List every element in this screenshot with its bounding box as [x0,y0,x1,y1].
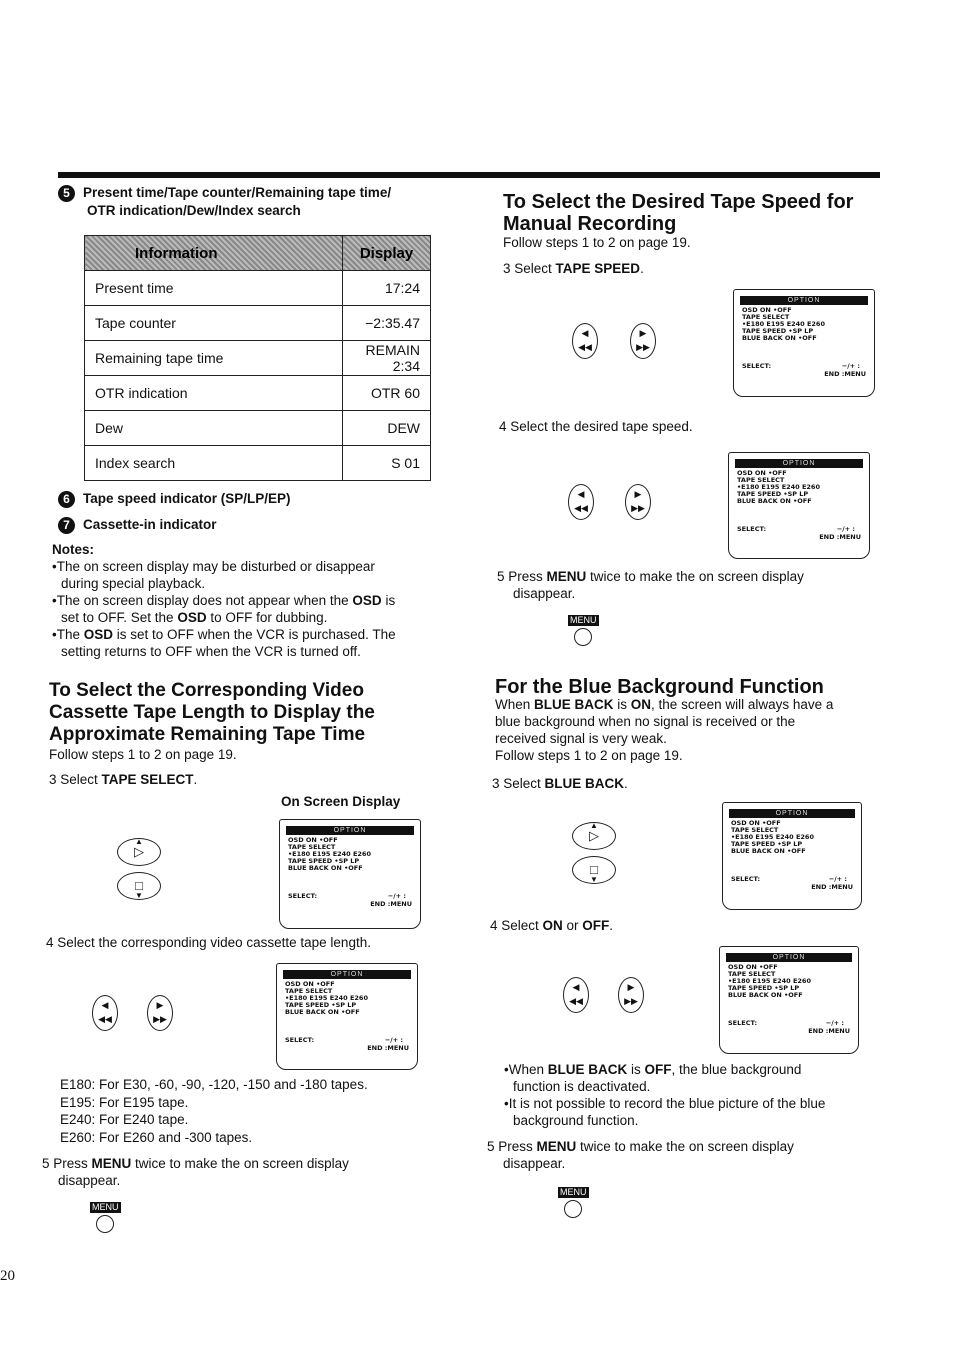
blue-bullets: •When BLUE BACK is OFF, the blue background function is deactivated. •It is not possible to record the blue picture of the blue background function. [504,1062,826,1128]
table-cell: Tape counter [85,306,343,341]
table-cell: Index search [85,446,343,481]
forward-button-icon: ▶ ▶▶ [618,977,644,1013]
item-5-heading: 5 Present time/Tape counter/Remaining tape time/ OTR indication/Dew/Index search [58,184,438,219]
item-6-heading: 6 Tape speed indicator (SP/LP/EP) [58,490,291,508]
forward-button-icon: ▶ ▶▶ [625,484,651,520]
list-item: E180: For E30, -60, -90, -120, -150 and -180 tapes. [60,1077,368,1092]
note-text: •The OSD is set to OFF when the VCR is purchased. The [52,627,396,642]
display-header: Display [343,236,431,271]
list-item: E195: For E195 tape. [60,1094,189,1110]
osd-screen-tape-speed: OPTION OSD ON •OFF TAPE SELECT •E180 E195 E240 E260 TAPE SPEED •SP LP BLUE BACK ON •OFF SELECT: −/+ : END :MENU [733,289,875,397]
table-cell: S 01 [343,446,431,481]
table-row [85,411,431,446]
menu-button-icon: MENU [558,1187,589,1218]
up-button-icon: ▷ ▲ [572,822,616,850]
info-table [84,235,431,481]
down-button-icon: □ ▼ [572,856,616,884]
item-7-heading: 7 Cassette-in indicator [58,516,217,534]
item-7-number: 7 [58,517,75,534]
osd-screen-blue-back-2: OPTION OSD ON •OFF TAPE SELECT •E180 E195 E240 E260 TAPE SPEED •SP LP BLUE BACK ON •OFF SELECT: −/+ : END :MENU [719,946,859,1054]
osd-screen-tape-speed-2: OPTION OSD ON •OFF TAPE SELECT •E180 E195 E240 E260 TAPE SPEED •SP LP BLUE BACK ON •OFF SELECT: −/+ : END :MENU [728,452,870,559]
table-cell: Present time [85,271,343,306]
forward-button-icon: ▶ ▶▶ [147,995,173,1031]
osd-label: On Screen Display [281,794,401,809]
table-row [85,341,431,376]
page-number: 20 [0,1268,15,1284]
note-text: setting returns to OFF when the VCR is turned off. [61,644,361,659]
info-header: Information [85,236,343,271]
table-row [85,376,431,411]
note-text: set to OFF. Set the OSD to OFF for dubbing. [61,610,328,625]
osd-screen-tape-select: OPTION OSD ON •OFF TAPE SELECT •E180 E195 E240 E260 TAPE SPEED •SP LP BLUE BACK ON •OFF SELECT: −/+ : END :MENU [279,819,421,929]
forward-button-icon: ▶ ▶▶ [630,323,656,359]
top-rule [58,172,880,178]
rewind-button-icon: ◀ ◀◀ [572,323,598,359]
right-section-title: To Select the Desired Tape Speed for Manual Recording [503,191,854,235]
note-text: •The on screen display may be disturbed or disappear [52,559,375,574]
down-button-icon: □ ▼ [117,872,161,900]
left-section-title: To Select the Corresponding Video Cassette Tape Length to Display the Approximate Remaining Tape Time [49,680,375,745]
up-button-icon: ▷ ▲ [117,838,161,866]
table-cell: DEW [343,411,431,446]
blue-step-3: 3 Select BLUE BACK. [492,776,628,791]
list-item: E240: For E240 tape. [60,1112,189,1127]
right-step-5: 5 Press MENU twice to make the on screen display disappear. [497,569,804,601]
note-text: •The on screen display does not appear when the OSD is [52,593,396,608]
notes [52,541,432,660]
table-cell: Remaining tape time [85,341,343,376]
item-5-number: 5 [58,185,75,202]
notes-heading: Notes: [52,542,95,557]
blue-step-5: 5 Press MENU twice to make the on screen display disappear. [487,1139,794,1171]
rewind-button-icon: ◀ ◀◀ [568,484,594,520]
left-step-3: 3 Select TAPE SELECT. [49,772,198,787]
table-cell: OTR indication [85,376,343,411]
list-item: E260: For E260 and -300 tapes. [60,1129,253,1145]
table-row [85,446,431,481]
note-text: during special playback. [61,576,206,591]
left-follow-steps: Follow steps 1 to 2 on page 19. [49,747,237,762]
osd-screen-blue-back: OPTION OSD ON •OFF TAPE SELECT •E180 E195 E240 E260 TAPE SPEED •SP LP BLUE BACK ON •OFF SELECT: −/+ : END :MENU [722,802,862,910]
blue-step-4: 4 Select ON or OFF. [490,918,614,933]
left-step-5: 5 Press MENU twice to make the on screen display disappear. [42,1156,349,1188]
rewind-button-icon: ◀ ◀◀ [563,977,589,1013]
table-cell: REMAIN 2:34 [343,341,431,376]
table-row [85,271,431,306]
menu-button-icon: MENU [568,615,599,646]
table-cell: 17:24 [343,271,431,306]
right-step-3: 3 Select TAPE SPEED. [503,261,644,276]
rewind-button-icon: ◀ ◀◀ [92,995,118,1031]
table-cell: OTR 60 [343,376,431,411]
menu-button-icon: MENU [90,1202,121,1233]
tape-list [60,1076,368,1146]
table-cell: −2:35.47 [343,306,431,341]
right-step-4: 4 Select the desired tape speed. [499,419,693,434]
right-follow-steps: Follow steps 1 to 2 on page 19. [503,235,691,250]
item-6-number: 6 [58,491,75,508]
blue-section-title: For the Blue Background Function [495,676,824,698]
table-cell: Dew [85,411,343,446]
left-step-4: 4 Select the corresponding video cassette tape length. [46,935,371,950]
blue-intro: When BLUE BACK is ON, the screen will always have a blue background when no signal is received or the received signal is very weak. Follow steps 1 to 2 on page 19. [495,697,834,763]
osd-screen-tape-select-2: OPTION OSD ON •OFF TAPE SELECT •E180 E195 E240 E260 TAPE SPEED •SP LP BLUE BACK ON •OFF SELECT: −/+ : END :MENU [276,963,418,1070]
table-row [85,306,431,341]
